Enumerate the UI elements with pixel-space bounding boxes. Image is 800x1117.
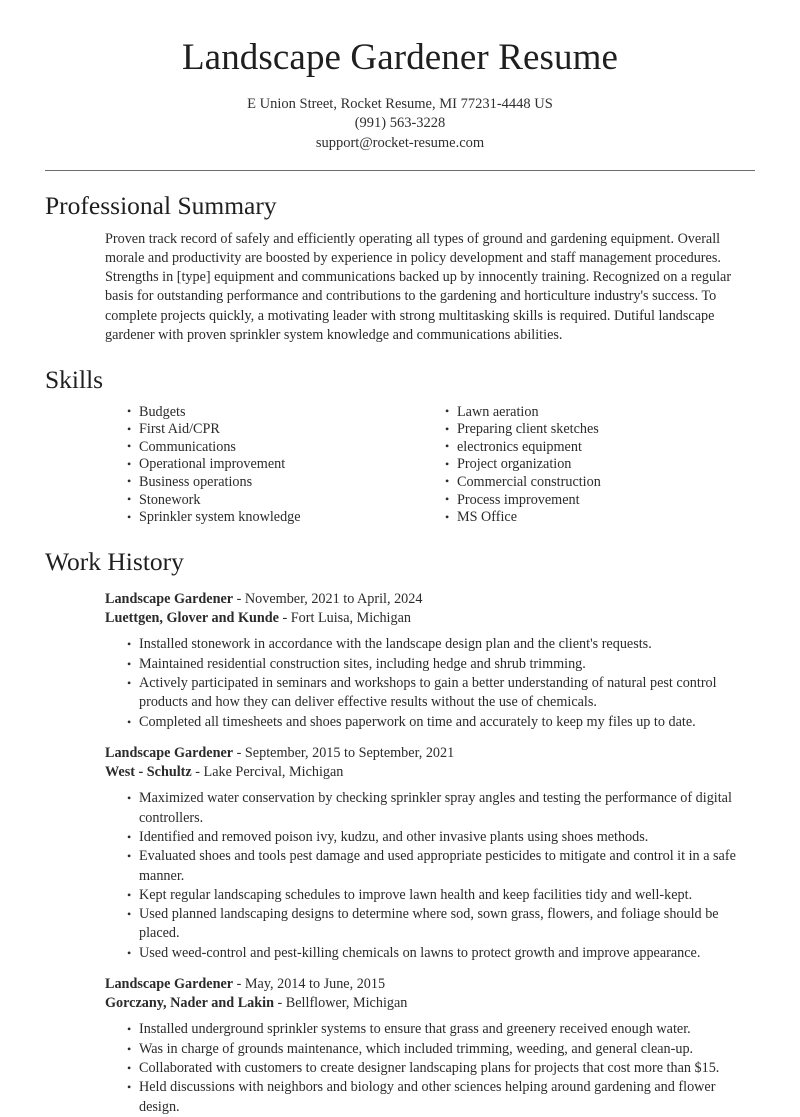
job-bullet: • Held discussions with neighbors and biology and other sciences helping around gardening and flower design.	[127, 1078, 755, 1117]
section-professional-summary	[45, 171, 755, 345]
job-entry	[45, 581, 755, 732]
job-title: Landscape Gardener	[105, 591, 234, 608]
job-list	[45, 576, 755, 1117]
resume-header	[45, 0, 755, 171]
job-company: Luettgen, Glover and Kunde	[105, 610, 279, 627]
job-bullet: • Was in charge of grounds maintenance, which included trimming, weeding, and general clean-up.	[127, 1040, 755, 1059]
job-bullet: • Maximized water conservation by checking sprinkler spray angles and testing the performance of digital controllers.	[127, 789, 755, 828]
job-bullet: • Evaluated shoes and tools pest damage and used appropriate pesticides to mitigate and control it in a safe manner.	[127, 847, 755, 886]
skill-item: • Preparing client sketches	[445, 421, 741, 439]
job-bullet: • Identified and removed poison ivy, kudzu, and other invasive plants using shoes methods.	[127, 828, 755, 847]
job-company-separator: -	[278, 610, 291, 627]
skill-item: • Operational improvement	[127, 456, 423, 474]
job-company-line	[105, 994, 755, 1013]
job-location: Lake Percival, Michigan	[203, 764, 344, 781]
skill-item: • electronics equipment	[445, 439, 741, 457]
job-bullet: • Maintained residential construction sites, including hedge and shrub trimming.	[127, 655, 755, 674]
job-company: West - Schultz	[105, 764, 192, 781]
job-dates: November, 2021 to April, 2024	[244, 591, 423, 608]
skills-columns	[45, 395, 755, 527]
job-entry	[45, 732, 755, 963]
job-title-line	[105, 744, 755, 763]
summary-body	[45, 230, 755, 346]
section-heading-work-history: Work History	[45, 546, 184, 576]
skills-column-left	[105, 404, 423, 527]
skill-item: • Sprinkler system knowledge	[127, 509, 423, 527]
skill-item: • MS Office	[445, 509, 741, 527]
job-company: Gorczany, Nader and Lakin	[105, 995, 274, 1012]
skills-column-right	[423, 404, 741, 527]
skill-item: • Business operations	[127, 474, 423, 492]
job-title-separator: -	[233, 591, 245, 608]
job-title-separator: -	[233, 744, 245, 761]
skill-item: • Stonework	[127, 492, 423, 510]
job-entry	[45, 963, 755, 1117]
page-title: Landscape Gardener Resume	[181, 37, 619, 78]
section-heading-summary: Professional Summary	[45, 191, 277, 221]
job-bullet: • Used weed-control and pest-killing chemicals on lawns to protect growth and improve appearance.	[127, 944, 755, 963]
job-title: Landscape Gardener	[105, 976, 234, 993]
job-location: Fort Luisa, Michigan	[290, 610, 411, 627]
skill-item: • Commercial construction	[445, 474, 741, 492]
skills-list-left	[105, 404, 423, 527]
contact-info	[45, 95, 755, 154]
job-bullet: • Collaborated with customers to create designer landscaping plans for projects that cost more than $15.	[127, 1059, 755, 1078]
skill-item: • First Aid/CPR	[127, 421, 423, 439]
skill-item: • Process improvement	[445, 492, 741, 510]
skill-item: • Communications	[127, 439, 423, 457]
job-bullet: • Kept regular landscaping schedules to improve lawn health and keep facilities tidy and well-kept.	[127, 886, 755, 905]
job-company-line	[105, 763, 755, 782]
job-title-separator: -	[233, 976, 245, 993]
job-title-line	[105, 590, 755, 609]
job-company-separator: -	[273, 995, 286, 1012]
contact-email: support@rocket-resume.com	[315, 134, 485, 151]
skill-item: • Project organization	[445, 456, 741, 474]
section-skills	[45, 345, 755, 526]
contact-address: E Union Street, Rocket Resume, MI 77231-4448 US	[247, 95, 553, 112]
job-dates: September, 2015 to September, 2021	[244, 744, 455, 761]
job-bullet: • Installed underground sprinkler systems to ensure that grass and greenery received enough water.	[127, 1020, 755, 1039]
summary-paragraph: Proven track record of safely and efficiently operating all types of ground and gardening equipment. Overall morale and productivity are boosted by experience in policy development and staff management procedures. Strengths in [type] equipment and communications backed up by innocently training. Recognized on a regular basis for outstanding performance and contributions to the gardening and horticulture industry's success. To complete projects quickly, a motivating leader with strong multitasking skills is required. Dutiful landscape gardener with proven sprinkler system knowledge and communications abilities.	[105, 230, 732, 343]
section-work-history	[45, 527, 755, 1117]
contact-phone: (991) 563-3228	[354, 115, 446, 132]
job-bullet: • Installed stonework in accordance with the landscape design plan and the client's requests.	[127, 635, 755, 654]
job-dates: May, 2014 to June, 2015	[244, 976, 386, 993]
job-company-line	[105, 609, 755, 628]
job-bullet: • Used planned landscaping designs to determine where sod, sown grass, flowers, and foliage should be placed.	[127, 905, 755, 944]
job-bullet-list	[105, 789, 755, 963]
job-company-separator: -	[191, 764, 204, 781]
skills-list-right	[423, 404, 741, 527]
job-bullet-list	[105, 635, 755, 731]
skill-item: • Lawn aeration	[445, 404, 741, 422]
job-location: Bellflower, Michigan	[285, 995, 408, 1012]
job-title: Landscape Gardener	[105, 744, 234, 761]
job-title-line	[105, 975, 755, 994]
skill-item: • Budgets	[127, 404, 423, 422]
job-bullet: • Completed all timesheets and shoes paperwork on time and accurately to keep my files up to date.	[127, 713, 755, 732]
job-bullet: • Actively participated in seminars and workshops to gain a better understanding of natural pest control products and how they can deliver effective results without the use of chemicals.	[127, 674, 755, 713]
section-heading-skills: Skills	[45, 365, 104, 395]
